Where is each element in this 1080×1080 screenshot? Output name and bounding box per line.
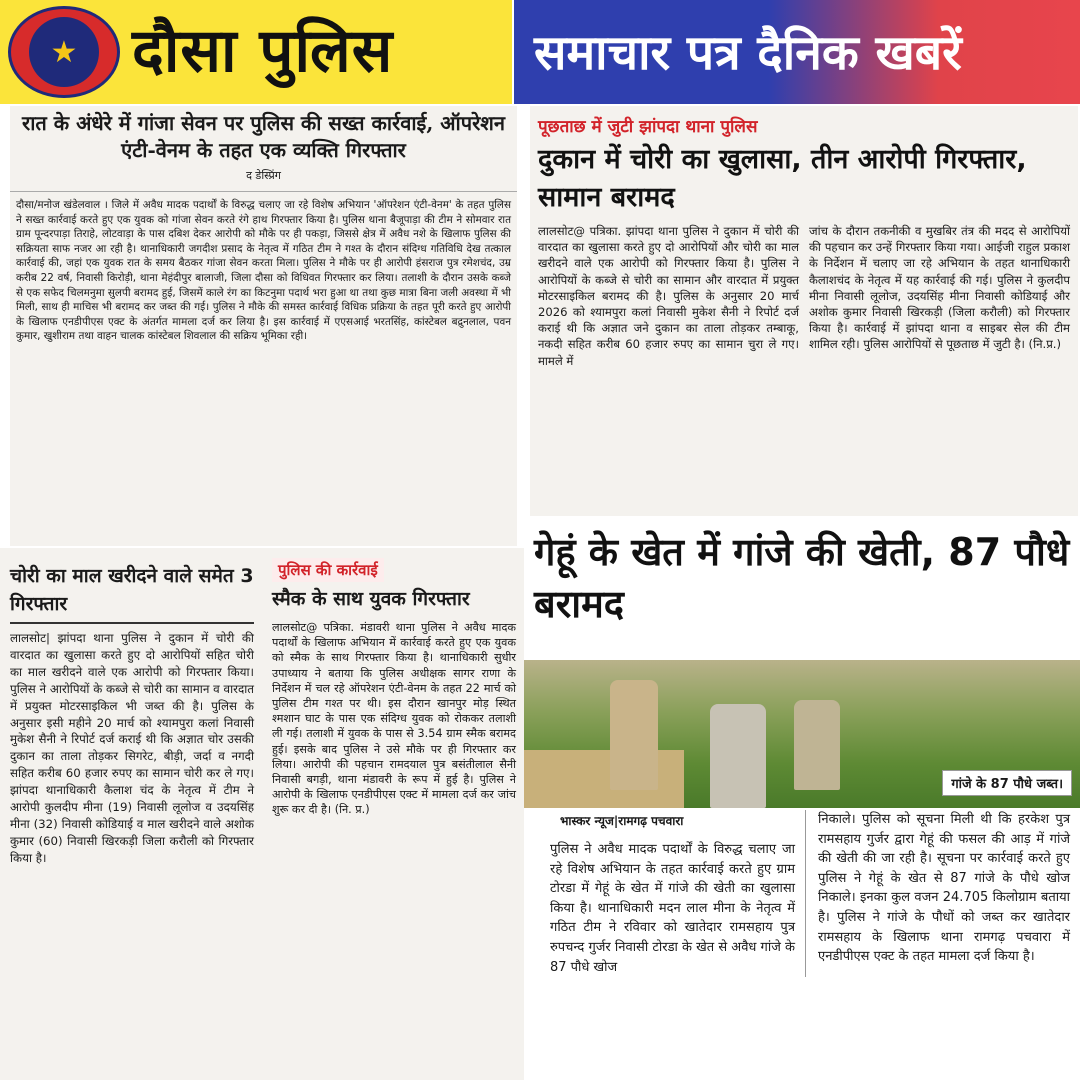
article-smack-arrest bbox=[262, 548, 524, 1080]
channel-banner bbox=[514, 0, 1080, 104]
article-byline: द डेस्प्रिंग bbox=[246, 169, 281, 182]
article-column: जांच के दौरान तकनीकी व मुखबिर तंत्र की मदद से आरोपियों की पहचान कर उन्हें गिरफ्तार किया गया। आईजी राहुल प्रकाश के निर्देशन में चलाए जा रहे अभियान के तहत थानाधिकारी कैलाशचंद के नेतृत्व में यह कार्रवाई की गई। पुलिस ने कुलदीप मीना निवासी लूलोज, उदयसिंह मीना निवासी कोडियाई और अशोक कुमार निवासी खिरकड़ी (जिला करौली) को गिरफ्तार किया है। कार्रवाई में झांपदा थाना व साइबर सेल की टीम शामिल रही। पुलिस आरोपियों से पूछताछ में जुटी है। (नि.प्र.) bbox=[809, 224, 1070, 352]
article-body: दौसा/मनोज खंडेलवाल । जिले में अवैध मादक पदार्थों के विरुद्ध चलाए जा रहे विशेष अभियान 'ऑपरेशन एंटी-वेनम' के तहत पुलिस ने सख्त कार्रवाई करते हुए एक युवक को गांजा सेवन करते रंगे हाथ गिरफ्तार किया है। पुलिस थाना बैजूपाड़ा की टीम ने सोमवार रात ग्राम पून्दरपाड़ा तिराहे, लोटवाड़ा के पास दबिश देकर आरोपी को मौके पर ही पकड़ा, जिससे क्षेत्र में अवैध नशे के खिलाफ पुलिस की सक्रियता साफ नजर आ रही है। थानाधिकारी जगदीश प्रसाद के नेतृत्व में गठित टीम ने गश्त के दौरान संदिग्ध गतिविधि देख तत्काल कार्रवाई की, जहां एक युवक रात के समय बैठकर गांजा सेवन करता मिला। पुलिस ने मौके पर ही आरोपी हंसराज पुत्र रमेशचंद, उम्र करीब 22 वर्ष, निवासी किरोड़ी, थाना मेहंदीपुर बालाजी, जिला दौसा को विधिवत गिरफ्तार कर लिया। तलाशी के दौरान उसके कब्जे से एक सफेद चिलमनुमा सुलपी बरामद हुई, जिसमें काले रंग का किटनुमा पदार्थ भरा हुआ था तथा कुछ मात्रा बिना जली अवस्था में भी मिली, साथ ही माचिस भी बरामद कर जब्त की गई। पुलिस ने मौके की समस्त कार्रवाई विधिक प्रक्रिया के तहत पूरी करते हुए आरोपी के खिलाफ एनडीपीएस एक्ट के अंतर्गत मामला दर्ज कर लिया है। इस कार्रवाई में एएसआई भरतसिंह, कांस्टेबल बद्रुनलाल, पवन कुमार, खुशीराम तथा वाहन चालक कांस्टेबल शिवलाल की सक्रिय भूमिका रही। bbox=[10, 191, 517, 344]
article-headline: रात के अंधेरे में गांजा सेवन पर पुलिस की सख्त कार्रवाई, ऑपरेशन एंटी-वेनम के तहत एक व्यक्ति गिरफ्तार bbox=[22, 111, 505, 162]
policeman-figure bbox=[710, 704, 766, 808]
article-shop-theft bbox=[530, 106, 1078, 516]
article-credit: भास्कर न्यूज|रामगढ़ पचवारा bbox=[560, 814, 684, 828]
article-column bbox=[524, 810, 806, 977]
article-ganja-farming bbox=[524, 518, 1080, 1080]
policeman-figure bbox=[794, 700, 840, 790]
article-headline: चोरी का माल खरीदने वाले समेत 3 गिरफ्तार bbox=[10, 562, 254, 624]
brand-banner bbox=[0, 0, 512, 104]
policeman-figure bbox=[610, 680, 658, 790]
article-column: निकाले। पुलिस को सूचना मिली थी कि हरकेश पुत्र रामसहाय गुर्जर द्वारा गेहूं की फसल की आड़ में गांजे की खेती की जा रही है। सूचना पर कार्रवाई करते हुए पुलिस ने गेहूं के खेत से 87 गांजे के पौधे खोज निकाले। इनका कुल वजन 24.705 किलोग्राम बताया है। पुलिस ने गांजे के पौधों को जब्त कर खातेदार रामसहाय के खिलाफ थाना रामगढ़ पचवारा में एनडीपीएस एक्ट के तहत मामला दर्ज किया है। bbox=[818, 812, 1070, 965]
article-body: लालसोट| झांपदा थाना पुलिस ने दुकान में चोरी की वारदात का खुलासा करते हुए दो आरोपियों सहित चोरी का माल खरीदने वाले एक आरोपी को गिरफ्तार किया। पुलिस ने आरोपियों के कब्जे से चोरी का सामान व वारदात में प्रयुक्त मोटरसाइकिल भी जब्त की है। पुलिस के अनुसार इसी महीने 20 मार्च को श्यामपुरा कलां निवासी मुकेश सैनी ने रिपोर्ट दर्ज कराई थी कि अज्ञात चोर उसकी दुकान का ताला तोड़कर सिगरेट, बीड़ी, जर्दा व नगदी सहित करीब 60 हजार रुपए का सामान चोरी कर ले गए। झांपदा थानाधिकारी कैलाश चंद के नेतृत्व में टीम ने आरोपी कुलदीप मीना (19) निवासी लूलोज व उदयसिंह मीना (32) निवासी कोडियाई व माल खरीदने वाले अशोक कुमार (60) निवासी खिरकड़ी जिला करौली को गिरफ्तार किया है। bbox=[10, 631, 254, 865]
brand-title: दौसा पुलिस bbox=[132, 16, 394, 86]
article-body: पुलिस ने अवैध मादक पदार्थों के विरुद्ध चलाए जा रहे विशेष अभियान के तहत कार्रवाई करते हुए ग्राम टोरडा में गेहूं के खेत में गांजे की खेती का खुलासा किया है। थानाधिकारी मदन लाल मीना के नेतृत्व में गठित टीम ने रविवार को खातेदार रामसहाय पुत्र रुपचन्द गुर्जर निवासी टोरडा के खेत से अवैध गांजे के 87 पौधे खोज bbox=[550, 842, 795, 975]
channel-title: समाचार पत्र दैनिक खबरें bbox=[534, 25, 962, 81]
article-headline: स्मैक के साथ युवक गिरफ्तार bbox=[272, 588, 470, 610]
photo-caption: गांजे के 87 पौधे जब्त। bbox=[942, 770, 1072, 796]
article-kicker: पूछताछ में जुटी झांपदा थाना पुलिस bbox=[538, 117, 758, 137]
article-column: लालसोट@ पत्रिका. झांपदा थाना पुलिस ने दुकान में चोरी की वारदात का खुलासा करते हुए दो आरोपियों और चोरी का माल खरीदने वाले एक आरोपी को गिरफ्तार किया है। पुलिस ने आरोपियों के कब्जे से चोरी का सामान और वारदात में प्रयुक्त मोटरसाइकिल बरामद की है। पुलिस के अनुसार 20 मार्च 2026 को श्यामपुरा कलां निवासी मुकेश सैनी ने रिपोर्ट दर्ज कराई थी कि अज्ञात जने दुकान का ताला तोड़कर तम्बाकू, नकदी सहित करीब 60 हजार रुपए का सामान चुरा ले गए। मामले में bbox=[538, 224, 799, 368]
article-headline: गेहूं के खेत में गांजे की खेती, 87 पौधे बरामद bbox=[534, 530, 1070, 626]
police-emblem-icon: ★ bbox=[8, 6, 120, 98]
article-three-arrested bbox=[0, 548, 262, 1080]
article-headline: दुकान में चोरी का खुलासा, तीन आरोपी गिरफ्तार, सामान बरामद bbox=[538, 144, 1027, 213]
news-photo bbox=[524, 660, 1080, 808]
article-body: लालसोट@ पत्रिका. मंडावरी थाना पुलिस ने अवैध मादक पदार्थों के खिलाफ अभियान में कार्रवाई करते हुए एक युवक को स्मैक के साथ गिरफ्तार किया है। थानाधिकारी सुधीर उपाध्याय ने बताया कि पुलिस अधीक्षक सागर राणा के निर्देशन में चल रहे ऑपरेशन एंटी-वेनम के तहत 22 मार्च को पुलिस टीम गश्त पर थी। इस दौरान खानपुर मोड़ स्थित श्मशान घाट के पास एक संदिग्ध युवक को रोककर तलाशी ली गई। तलाशी में युवक के पास से 3.54 ग्राम स्मैक बरामद हुई। इसके बाद पुलिस ने उसे मौके पर ही गिरफ्तार कर लिया। आरोपी की पहचान रामदयाल पुत्र बसंतीलाल सैनी निवासी बगड़ी, थाना मंडावरी के रूप में हुई है। पुलिस ने आरोपी के खिलाफ एनडीपीएस एक्ट में मामला दर्ज कर जांच शुरू कर दी है। (नि. प्र.) bbox=[272, 621, 516, 817]
article-ganja-arrest bbox=[10, 106, 517, 546]
article-kicker: पुलिस की कार्रवाई bbox=[272, 558, 384, 582]
